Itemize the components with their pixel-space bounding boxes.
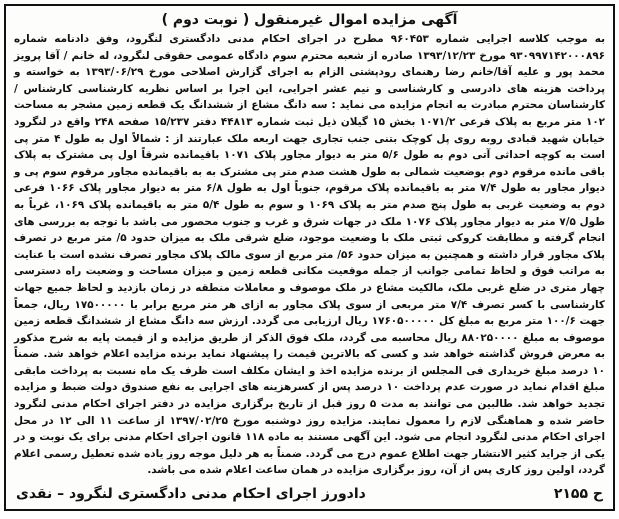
notice-author: دادورز اجرای احکام مدنی دادگستری لنگرود – نقدی: [16, 486, 366, 502]
notice-footer: [16, 485, 603, 503]
notice-code: ح ۲۱۵۵: [553, 486, 603, 502]
auction-notice: [4, 4, 615, 511]
notice-body: به موجب کلاسه اجرایی شماره ۹۶۰۴۵۳ مطرح در اجرای احکام مدنی دادگستری لنگرود، وفق دادنامه شماره ۹۳۰۹۹۷۱۴۲۰۰۰۸۹۶ مورخ ۱۳۹۳/۱۲/۲۳ صادره از شعبه محترم سوم دادگاه عمومی حقوقی لنگرود، له خانم / آقا پرویز محمد پور و علیه آقا/خانم رضا رهنمای رودپشتی الزام به اجرای گزارش اصلاحی مورخ ۱۳۹۳/۰۶/۲۹ به خواسته و پرداخت هزینه های دادرسی و کارشناسی و نیم عشر اجرایی، این اجرا بر اساس نظریه کارشناسی کارشناس / کارشناسان محترم مبادرت به انجام مزایده می نماید : سه دانگ مشاع از ششدانگ یک قطعه زمین مشجر به مساحت ۱۰۲ متر مربع به پلاک فرعی ۱۰۷۱/۲ بخش ۱۵ گیلان ذیل ثبت شماره ۴۴۸۱۳ دفتر ۱۵/۲۳۷ صفحه ۲۴۸ واقع در لنگرود خیابان شهید قبادی روبه روی پل کوچک بتنی جنب تجاری جهت اربعه ملک عبارتند از : شمالاً اول به طول ۴ متر پی است به کوچه احداثی آتی دوم به طول ۵/۶ متر به دیوار مجاور پلاک ۱۰۷۱ باقیمانده شرقاً اول پی مشترک به پلاک باقی مانده مرقوم دوم بوضعیت شمالی به طول هشت صدم متر پی مشترک به به باقیمانده مجاور مرقوم سوم پی و دیوار مجاور به طول ۷/۴ متر به باقیمانده پلاک مرقوم، جنوباً اول به طول ۶/۸ متر به دیوار مجاور پلاک ۱۰۶۶ فرعی دوم به وضعیت غربی به طول پنج صدم متر به پلاک ۱۰۶۹ و سوم به طول ۵/۴ متر به باقیمانده پلاک ۱۰۶۹، غرباً به طول ۷/۵ متر به دیوار مجاور پلاک ۱۰۷۶ ملک در جهات شرق و غرب و جنوب محصور می باشد با توجه به بررسی های انجام گرفته و مطابقت کروکی ثبتی ملک با وضعیت موجود، ضلع شرقی ملک به میزان حدود ۵/ متر مربع در تصرف پلاک مجاور قرار داشته و همچنین به میزان حدود ۵۶/ متر مربع از سوی مالک پلاک مجاور تصرف نشده است با عنایت به مراتب فوق و لحاظ تمامی جوانب از جمله موقعیت مکانی قطعه زمین و میزان مساحت و وضعیت راه دسترسی چهار متری در ضلع غربی ملک، مالکیت مشاع در ملک موصوف و معاملات منطقه در زمان بازدید و لحاظ جمیع جهات کارشناسی با کسر تصرف ۷/۴ متر مربعی از سوی پلاک مجاور به ازای هر متر مربع برابر با ۱۷۵۰۰۰۰۰ ریال، جمعاً جهت ۱۰۰/۶ متر مربع به مبلغ کل ۱۷۶۰۵۰۰۰۰۰ ریال ارزیابی می گردد. ارزش سه دانگ مشاع از ششدانگ قطعه زمین موصوف به مبلغ ۸۸۰۲۵۰۰۰۰ ریال محاسبه می گردد، ملک فوق الذکر از طریق مزایده و از قیمت پایه به شرح مذکور به معرض فروش گذاشته خواهد شد و کسی که بالاترین قیمت را پیشنهاد نماید برنده مزایده اعلام خواهد شد. ضمناً ۱۰ درصد مبلغ خریداری فی المجلس از برنده مزایده اخذ و ایشان مکلف است ظرف یک ماه نسبت به پرداخت مابقی مبلغ اقدام نماید در صورت عدم پرداخت ۱۰ درصد پس از کسرهزینه های اجرایی به نفع صندوق دولت ضبط و مزایده تجدید خواهد شد. طالبین می توانند به مدت ۵ روز قبل از تاریخ برگزاری مزایده در دفتر اجرای احکام مدنی لنگرود حاضر شده و هماهنگی لازم را معمول نمایند. مزایده روز دوشنبه مورخ ۱۳۹۷/۰۲/۲۵ از ساعت ۱۱ الی ۱۲ در محل اجرای احکام مدنی لنگرود انجام می شود. این آگهی مستند به ماده ۱۱۸ قانون اجرای احکام مدنی برای یک نوبت و در یکی از جراید کثیر الانتشار جهت اطلاع عموم درج می گردد. ضمناً به هر دلیل موجه روز یاده شده تعطیل رسمی اعلام گردد، اولین روز کاری پس از آن، روز برگزاری مزایده در همان ساعت اعلام شده می باشد.: [14, 33, 606, 477]
notice-title: آگهی مزایده اموال غیرمنقول ( نوبت دوم ): [161, 12, 458, 28]
